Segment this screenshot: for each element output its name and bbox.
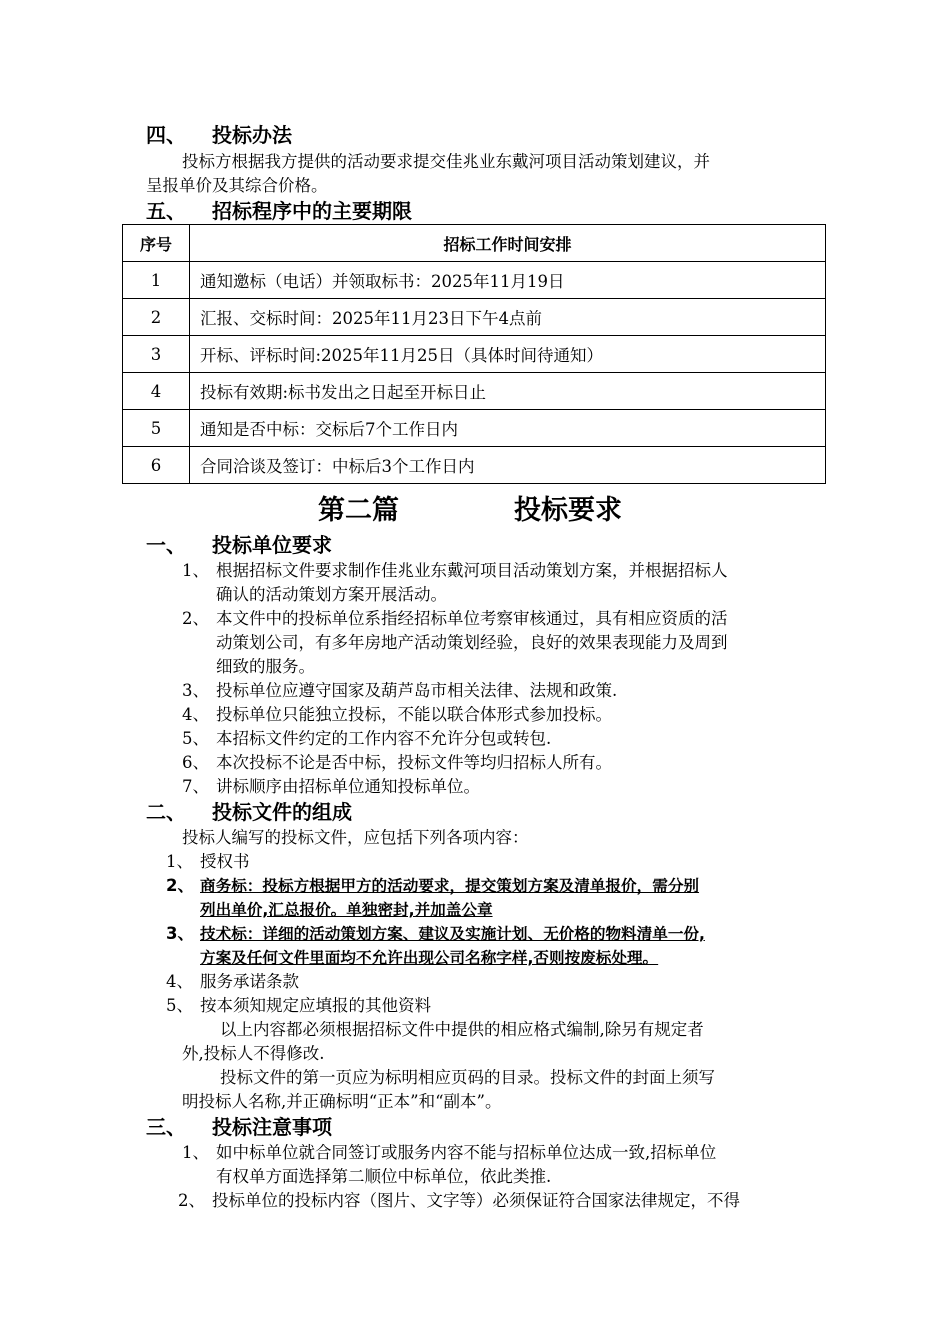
list-item: 1、 如中标单位就合同签订或服务内容不能与招标单位达成一致,招标单位 有权单方面选择第二顺位中标单位，依此类推.: [182, 1143, 717, 1186]
paragraph-line: 明投标人名称,并正确标明“正本”和“副本”。: [182, 1092, 502, 1111]
list-item: 5、 本招标文件约定的工作内容不允许分包或转包.: [182, 729, 552, 748]
section-heading-2: 二、 投标文件的组成: [146, 800, 352, 824]
row-index: 1: [123, 262, 190, 299]
row-text: 汇报、交标时间：2025年11月23日下午4点前: [190, 299, 826, 336]
row-index: 5: [123, 410, 190, 447]
list-item: 1、 根据招标文件要求制作佳兆业东戴河项目活动策划方案，并根据招标人 确认的活动策划方案开展活动。: [182, 561, 728, 604]
column-header: 招标工作时间安排: [190, 225, 826, 262]
list-item: 5、 按本须知规定应填报的其他资料: [166, 996, 431, 1015]
paragraph-line: 呈报单价及其综合价格。: [146, 176, 328, 195]
section-intro: 投标人编写的投标文件，应包括下列各项内容：: [182, 828, 529, 847]
paragraph-line: 外,投标人不得修改.: [182, 1044, 325, 1063]
row-index: 2: [123, 299, 190, 336]
list-item-business-bid: 2、 商务标：投标方根据甲方的活动要求，提交策划方案及清单报价，需分别 列出单价,汇总报价。单独密封,并加盖公章: [166, 876, 700, 919]
table-row: [123, 336, 826, 373]
list-item-technical-bid: 3、 技术标：详细的活动策划方案、建议及实施计划、无价格的物料清单一份, 方案及任何文件里面均不允许出现公司名称字样,否则按废标处理。: [166, 924, 705, 967]
table-header-row: [123, 225, 826, 262]
part-title: [0, 488, 950, 528]
section-heading-3: 三、 投标注意事项: [146, 1115, 332, 1139]
schedule-table: [122, 224, 826, 484]
part-number: 第二篇: [318, 495, 399, 526]
section-heading-1: 一、 投标单位要求: [146, 533, 332, 557]
row-text: 开标、评标时间:2025年11月25日（具体时间待通知）: [190, 336, 826, 373]
list-item: 2、 本文件中的投标单位系指经招标单位考察审核通过，具有相应资质的活 动策划公司，有多年房地产活动策划经验，良好的效果表现能力及周到 细致的服务。: [182, 609, 728, 676]
table-row: [123, 447, 826, 484]
table-row: [123, 262, 826, 299]
list-item: 3、 投标单位应遵守国家及葫芦岛市相关法律、法规和政策.: [182, 681, 618, 700]
row-text: 合同洽谈及签订：中标后3个工作日内: [190, 447, 826, 484]
row-text: 投标有效期:标书发出之日起至开标日止: [190, 373, 826, 410]
column-header: 序号: [123, 225, 190, 262]
table-row: [123, 299, 826, 336]
list-item: 4、 投标单位只能独立投标，不能以联合体形式参加投标。: [182, 705, 612, 724]
row-text: 通知是否中标：交标后7个工作日内: [190, 410, 826, 447]
list-item: 6、 本次投标不论是否中标，投标文件等均归招标人所有。: [182, 753, 612, 772]
row-text: 通知邀标（电话）并领取标书：2025年11月19日: [190, 262, 826, 299]
section-heading-5: 五、 招标程序中的主要期限: [146, 199, 412, 223]
row-index: 6: [123, 447, 190, 484]
list-item: 1、 授权书: [166, 852, 250, 871]
part-name: 投标要求: [514, 495, 622, 526]
table-row: [123, 410, 826, 447]
list-item: 7、 讲标顺序由招标单位通知投标单位。: [182, 777, 480, 796]
table-row: [123, 373, 826, 410]
section-heading-4: 四、 投标办法: [146, 123, 292, 147]
row-index: 4: [123, 373, 190, 410]
list-item: 4、 服务承诺条款: [166, 972, 299, 991]
paragraph-line: 以上内容都必须根据招标文件中提供的相应格式编制,除另有规定者: [220, 1020, 704, 1039]
paragraph-line: 投标文件的第一页应为标明相应页码的目录。投标文件的封面上须写: [220, 1068, 715, 1087]
row-index: 3: [123, 336, 190, 373]
paragraph-line: 投标方根据我方提供的活动要求提交佳兆业东戴河项目活动策划建议，并: [182, 152, 710, 171]
list-item: 2、 投标单位的投标内容（图片、文字等）必须保证符合国家法律规定，不得: [178, 1191, 740, 1210]
